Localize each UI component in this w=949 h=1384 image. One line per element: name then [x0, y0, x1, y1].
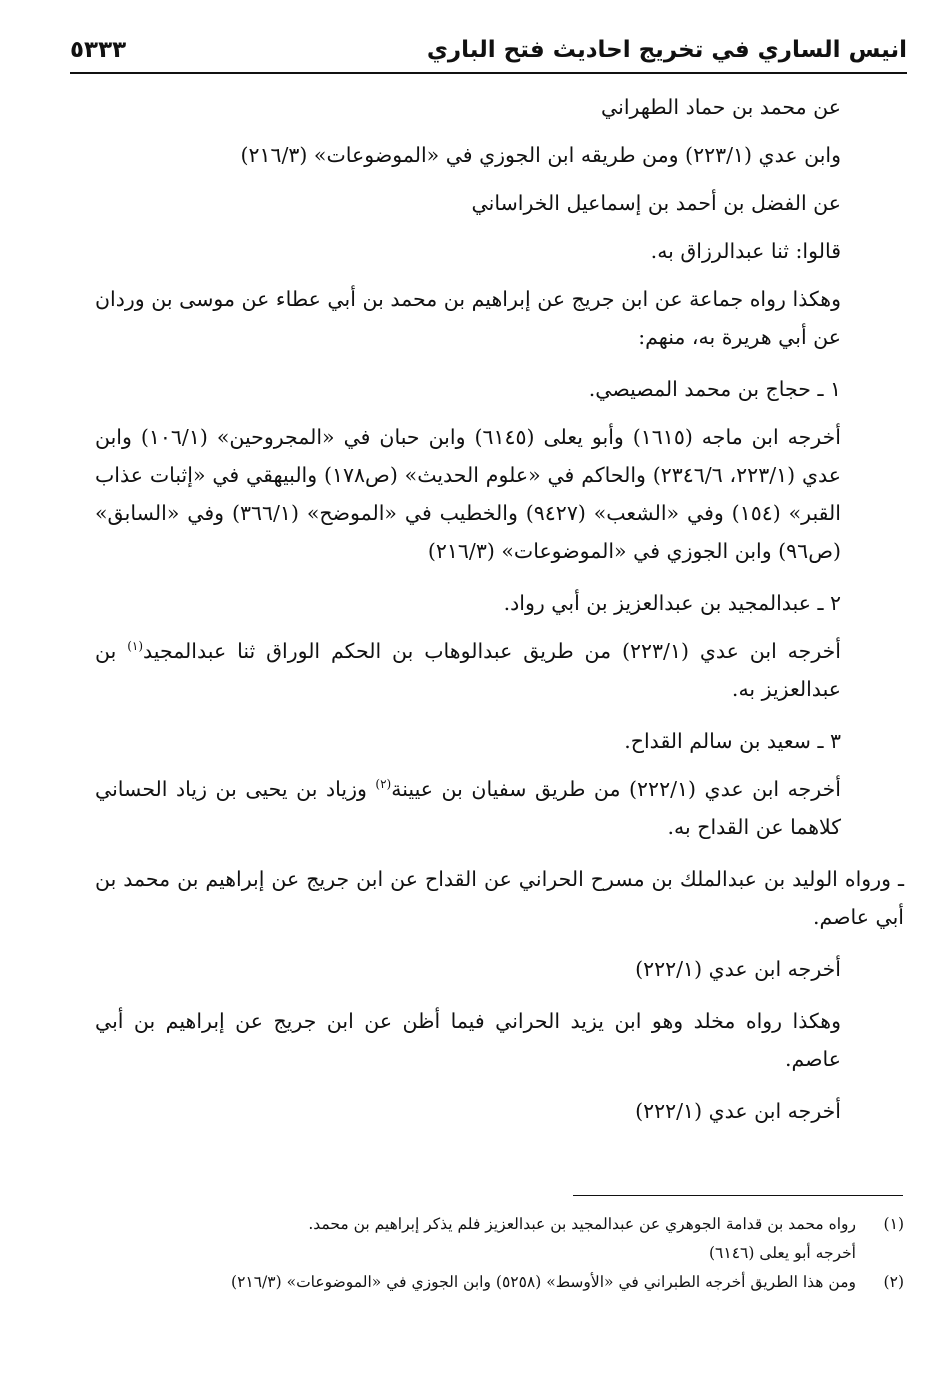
- list-item-text: [95, 770, 904, 846]
- footnote-divider: [573, 1195, 903, 1196]
- text-segment: أخرجه ابن عدي (٢٢٢/١) من طريق سفيان بن عيينة: [391, 777, 841, 801]
- footnote-body: [120, 1268, 856, 1297]
- footnotes: [120, 1210, 904, 1297]
- paragraph: وهكذا رواه مخلد وهو ابن يزيد الحراني فيما أظن عن ابن جريج عن إبراهيم بن أبي عاصم.: [95, 1009, 841, 1071]
- paragraph: عن محمد بن حماد الطهراني: [601, 95, 841, 119]
- footnote-number: (١): [883, 1215, 904, 1233]
- footnote-number: (٢): [883, 1273, 904, 1291]
- paragraph: وابن عدي (٢٢٣/١) ومن طريقه ابن الجوزي في «الموضوعات» (٢١٦/٣): [240, 143, 841, 167]
- list-item-title: ١ ـ حجاج بن محمد المصيصي.: [588, 377, 841, 401]
- footnote-ref[interactable]: (١): [127, 639, 144, 654]
- main-text: [95, 88, 904, 1144]
- paragraph: عن الفضل بن أحمد بن إسماعيل الخراساني: [471, 191, 841, 215]
- footnote: [120, 1210, 904, 1268]
- paragraph: وهكذا رواه جماعة عن ابن جريج عن إبراهيم بن محمد بن أبي عطاء عن موسى بن وردان عن أبي هريرة به، منهم:: [95, 287, 841, 349]
- paragraph: قالوا: ثنا عبدالرزاق به.: [650, 239, 841, 263]
- book-title: انيس الساري في تخريج احاديث فتح الباري: [426, 37, 907, 63]
- list-item-text: [95, 632, 904, 708]
- page-header: [70, 28, 907, 74]
- text-segment: أخرجه ابن عدي (٢٢٣/١) من طريق عبدالوهاب بن الحكم الوراق ثنا عبدالمجيد: [143, 639, 842, 663]
- paragraph: أخرجه ابن عدي (٢٢٢/١): [635, 1099, 841, 1123]
- text-segment: بن عبدالعزيز به.: [95, 639, 841, 701]
- paragraph: أخرجه ابن عدي (٢٢٢/١): [635, 957, 841, 981]
- page-number: ٥٣٣٣: [70, 37, 127, 63]
- footnote-line: أخرجه أبو يعلى (٦١٤٦): [708, 1244, 856, 1262]
- footnote: [120, 1268, 904, 1297]
- list-item-text: أخرجه ابن ماجه (١٦١٥) وأبو يعلى (٦١٤٥) وابن حبان في «المجروحين» (١٠٦/١) وابن عدي (٢٢٣/١، ٢٣٤٦/٦) والحاكم في «علوم الحديث» (ص١٧٨) والبيهقي في «إثبات عذاب القبر» (١٥٤) وفي «الشعب» (٩٤٢٧) والخطيب في «الموضح» (٣٦٦/١) وفي «السابق» (ص٩٦) وابن الجوزي في «الموضوعات» (٢١٦/٣): [95, 425, 841, 563]
- paragraph: ـ ورواه الوليد بن عبدالملك بن مسرح الحراني عن القداح عن ابن جريج عن إبراهيم بن محمد بن أبي عاصم.: [95, 867, 904, 929]
- list-item-title: ٢ ـ عبدالمجيد بن عبدالعزيز بن أبي رواد.: [503, 591, 841, 615]
- footnote-body: [120, 1210, 856, 1268]
- footnote-ref[interactable]: (٢): [375, 777, 392, 792]
- footnote-line: ومن هذا الطريق أخرجه الطبراني في «الأوسط» (٥٢٥٨) وابن الجوزي في «الموضوعات» (٢١٦/٣): [231, 1273, 856, 1291]
- footnote-line: رواه محمد بن قدامة الجوهري عن عبدالمجيد بن عبدالعزيز فلم يذكر إبراهيم بن محمد.: [308, 1215, 856, 1233]
- text-segment: وزياد بن يحيى بن زياد الحساني كلاهما عن القداح به.: [95, 777, 841, 839]
- list-item-title: ٣ ـ سعيد بن سالم القداح.: [624, 729, 841, 753]
